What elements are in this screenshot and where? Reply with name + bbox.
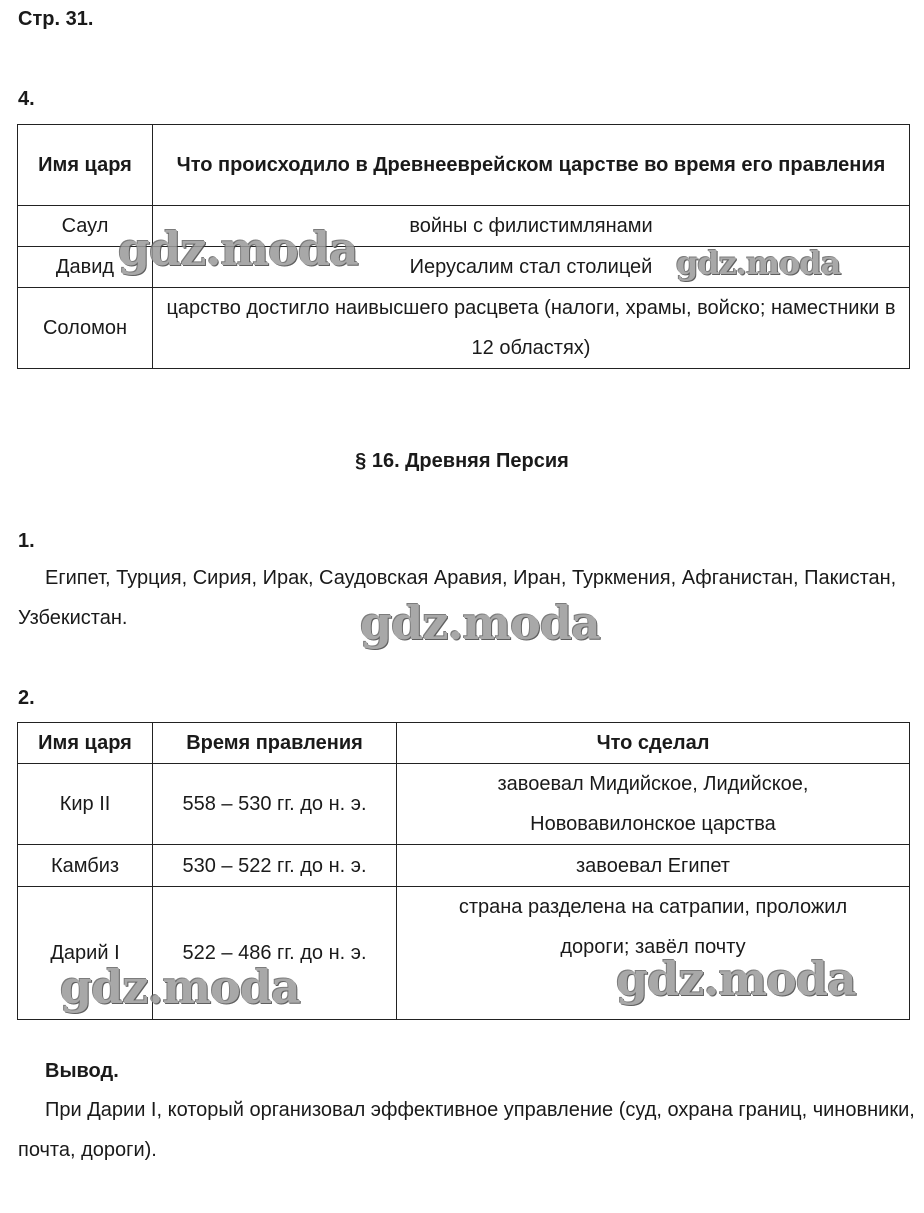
header-cell: Что происходило в Древнееврейском царстве во время его правления: [153, 125, 910, 206]
watermark: gdz.moda: [118, 222, 358, 276]
cell: страна разделена на сатрапии, проложил дороги; завёл почту: [397, 887, 910, 1020]
page-label: Стр. 31.: [18, 8, 94, 30]
task2-table: [17, 722, 910, 1020]
task1-number: 1.: [18, 530, 35, 552]
table-row: [18, 288, 910, 369]
header-cell: Время правления: [153, 723, 397, 764]
table-header-row: [18, 723, 910, 764]
cell: царство достигло наивысшего расцвета (налоги, храмы, войско; наместники в 12 областях): [153, 288, 910, 369]
cell: Дарий I: [18, 887, 153, 1020]
cell: войны с филистимлянами: [153, 206, 910, 247]
table-row: [18, 764, 910, 845]
watermark: gdz.moda: [360, 596, 600, 650]
cell: Саул: [18, 206, 153, 247]
header-cell: Что сделал: [397, 723, 910, 764]
cell: Соломон: [18, 288, 153, 369]
cell: 530 – 522 гг. до н. э.: [153, 845, 397, 887]
table-row: [18, 206, 910, 247]
cell: Иерусалим стал столицей: [153, 247, 910, 288]
cell: Давид: [18, 247, 153, 288]
table-row: [18, 247, 910, 288]
header-cell: Имя царя: [18, 723, 153, 764]
conclusion-title: Вывод.: [45, 1060, 119, 1082]
cell: завоевал Мидийское, Лидийское, Нововавилонское царства: [397, 764, 910, 845]
table-header-row: [18, 125, 910, 206]
watermark: gdz.moda: [676, 244, 841, 282]
cell: 522 – 486 гг. до н. э.: [153, 887, 397, 1020]
cell: Кир II: [18, 764, 153, 845]
task1-text: Египет, Турция, Сирия, Ирак, Саудовская Аравия, Иран, Туркмения, Афганистан, Пакистан, Узбекистан.: [18, 567, 897, 629]
task2-number: 2.: [18, 687, 35, 709]
header-cell: Имя царя: [18, 125, 153, 206]
cell: 558 – 530 гг. до н. э.: [153, 764, 397, 845]
cell: завоевал Египет: [397, 845, 910, 887]
task4-table: [17, 124, 910, 369]
section-title: § 16. Древняя Персия: [355, 450, 569, 472]
task4-number: 4.: [18, 88, 35, 110]
table-row: [18, 845, 910, 887]
watermark: gdz.moda: [616, 952, 856, 1006]
conclusion-text: При Дарии I, который организовал эффективное управление (суд, охрана границ, чиновники, почта, дороги).: [18, 1099, 915, 1161]
watermark: gdz.moda: [60, 960, 300, 1014]
table-row: [18, 887, 910, 1020]
cell: Камбиз: [18, 845, 153, 887]
